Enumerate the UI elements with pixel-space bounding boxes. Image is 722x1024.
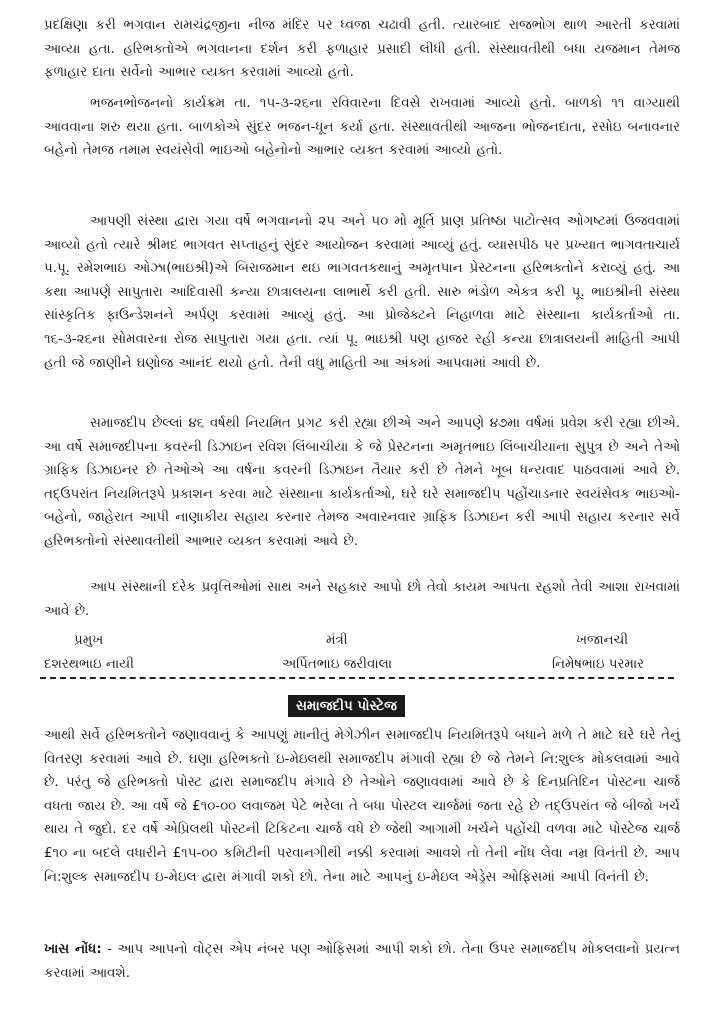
special-note-label: ખાસ નોંધ: <box>44 942 102 957</box>
special-note-text: - આપ આપનો વોટ્સ એપ નંબર પણ ઓફિસમાં આપી શકો છો. તેના ઉપર સમાજદીપ મોકલવાનો પ્રયત્ન કરવામાં આવશે. <box>44 942 681 981</box>
paragraph-bhagvat-katha: આપણી સંસ્થા દ્વારા ગયા વર્ષે ભગવાનનો ૨૫ અને ૫૦ મો મૂર્તિ પ્રાણ પ્રતિષ્ઠા પાટોત્સવ ઓગષ્ટમાં ઉજવવામાં આવ્યો હતો ત્યારે શ્રીમદ ભાગવત સપ્તાહનું સુંદર આયોજન કરવામાં આવ્યું હતું. વ્યાસપીઠ પર પ્રખ્યાત ભાગવતાચાર્ય પ.પૂ. રમેશભાઇ ઓઝા(ભાઇશ્રી)એ બિરાજમાન થઇ ભાગવતકથાનું અમૃતપાન પ્રેસ્ટનના હરિભક્તોને કરાવ્યું હતું. આ કથા આપણે સાપુતારા આદિવાસી કન્યા છાત્રાલયના લાભાર્થે કરી હતી. સારુ ભંડોળ એકત્ર કરી પૂ. ભાઇશ્રીની સંસ્થા સાંસ્કૃતિક ફાઉન્ડેશનને અર્પણ કરવામાં આવ્યું હતું. આ પ્રોજેક્ટને નિહાળવા માટે સંસ્થાના કાર્યકર્તાઓ તા. ૧૬-૩-૨૬ના સોમવારના રોજ સાપુતારા ગયા હતા. ત્યાં પૂ. ભાઇશ્રી પણ હાજર રહી કન્યા છાત્રાલયની માહિતી આપી હતી જે જાણીને ઘણોજ આનંદ થયો હતો. તેની વધુ માહિતી આ અંકમાં આપવામાં આવી છે. <box>44 214 680 371</box>
postage-paragraph: આથી સર્વે હરિભક્તોને જણાવવાનું કે આપણું માનીતું મેગેઝીન સમાજદીપ નિયમિતરૂપે બધાને મળે તે માટે ઘરે ઘરે તેનું વિતરણ કરવામાં આવે છે. ઘણા હરિભક્તો ઇ-મેઇલથી સમાજદીપ મંગાવી રહ્યા છે જે તેમને નિ:શુલ્ક મોકલવામાં આવે છે. પરંતુ જે હરિભક્તો પોસ્ટ દ્વારા સમાજદીપ મંગાવે છે તેઓને જણાવવામાં આવે છે કે દિનપ્રતિદિન પોસ્ટના ચાર્જ વધતા જાય છે. આ વર્ષે જે £૧૦-૦૦ લવાજમ પેટે ભરેલા તે બધા પોસ્ટલ ચાર્જમાં જતા રહે છે તદ્ઉપરાંત જે બીજો ખર્ચ થાય તે જુદો. દર વર્ષે એપ્રિલથી પોસ્ટની ટિકિટના ચાર્જ વધે છે જેથી આગામી ખર્ચને પહોંચી વળવા માટે પોસ્ટેજ ચાર્જ £૧૦ ના બદલે વધારીને £૧૫-૦૦ કમિટીની પરવાનગીથી નક્કી કરવામાં આવશે તો તેની નોંધ લેવા નમ્ર વિનંતી છે. આપ નિ:શુલ્ક સમાજદીપ ઇ-મેઇલ દ્વારા મંગાવી શકો છો. તેના માટે આપનું ઇ-મેઇલ એડ્રેસ ઓફિસમાં આપી વિનંતી છે. <box>44 728 680 885</box>
paragraph-pradakshina: પ્રદક્ષિણા કરી ભગવાન રામચંદ્રજીના નીજ મંદિર પર ધ્વજા ચઢાવી હતી. ત્યારબાદ રાજભોગ થાળ આરતી કરવામાં આવ્યા હતા. હરિભક્તોએ ભગવાનના દર્શન કરી ફળાહાર પ્રસાદી લીધી હતી. સંસ્થાવતીથી બધા યજમાન તેમજ ફળાહાર દાતા સર્વેનો આભાર વ્યક્ત કરવામાં આવ્યો હતો. <box>44 18 680 81</box>
paragraph-samajdeep-year: સમાજદીપ છેલ્લાં ૪૬ વર્ષથી નિયમિત પ્રગટ કરી રહ્યા છીએ અને આપણે ૪૭મા વર્ષમાં પ્રવેશ કરી રહ્યા છીએ. આ વર્ષે સમાજદીપના કવરની ડિઝાઇન રવિશ લિંબાચીયા કે જે પ્રેસ્ટનના અમૃતભાઇ લિંબાચીયાના સુપુત્ર છે અને તેઓ ગ્રાફિક ડિઝાઇનર છે તેઓએ આ વર્ષના કવરની ડિઝાઇન તૈયાર કરી છે તેમને ખૂબ ધન્યવાદ પાઠવવામાં આવે છે. તદ્ઉપરાંત નિયમિતરૂપે પ્રકાશન કરવા માટે સંસ્થાના કાર્યકર્તાઓ, ઘરે ઘરે સમાજદીપ પહોંચાડનાર સ્વયંસેવક ભાઇઓ-બહેનો, જાહેરાત આપી નાણાકીય સહાય કરનાર તેમજ અવારનવાર ગ્રાફિક ડિઝાઇન કરી આપી સહાય કરનાર સર્વે હરિભક્તોનો સંસ્થાવતીથી આભાર વ્યક્ત કરવામાં આવે છે. <box>44 416 680 549</box>
paragraph-bhajan-bhojan: ભજનભોજનનો કાર્યક્રમ તા. ૧૫-૩-૨૬ના રવિવારના દિવસે રાખવામાં આવ્યો હતો. બાળકો ૧૧ વાગ્યાથી આવવાના શરુ થયા હતા. બાળકોએ સુંદર ભજન-ધૂન કર્યા હતા. સંસ્થાવતીથી આજના ભોજનદાતા, રસોઇ બનાવનાર બહેનો તેમજ તમામ સ્વયંસેવી ભાઇઓ બહેનોનો આભાર વ્યક્ત કરવામાં આવ્યો હતો. <box>44 96 680 159</box>
secretary-name: અર્પિતભાઇ જરીવાલા <box>282 657 393 672</box>
treasurer-title: ખજાનચી <box>576 633 629 648</box>
paragraph-closing-request: આપ સંસ્થાની દરેક પ્રવૃત્તિઓમાં સાથ અને સહકાર આપો છો તેવો કાયમ આપતા રહશો તેવી આશા રાખવામાં આવે છે. <box>44 580 680 619</box>
dashed-divider <box>40 677 674 679</box>
signature-titles-row <box>44 629 680 653</box>
signature-names-row <box>44 653 680 677</box>
president-title: પ્રમુખ <box>74 633 104 648</box>
treasurer-name: નિમેષભાઇ પરમાર <box>552 657 645 672</box>
secretary-title: મંત્રી <box>326 633 348 648</box>
president-name: દશરથભાઇ નાયી <box>44 657 134 672</box>
postage-section-title: સમાજદીપ પોસ્ટેજ <box>288 695 405 717</box>
special-note <box>44 938 680 985</box>
